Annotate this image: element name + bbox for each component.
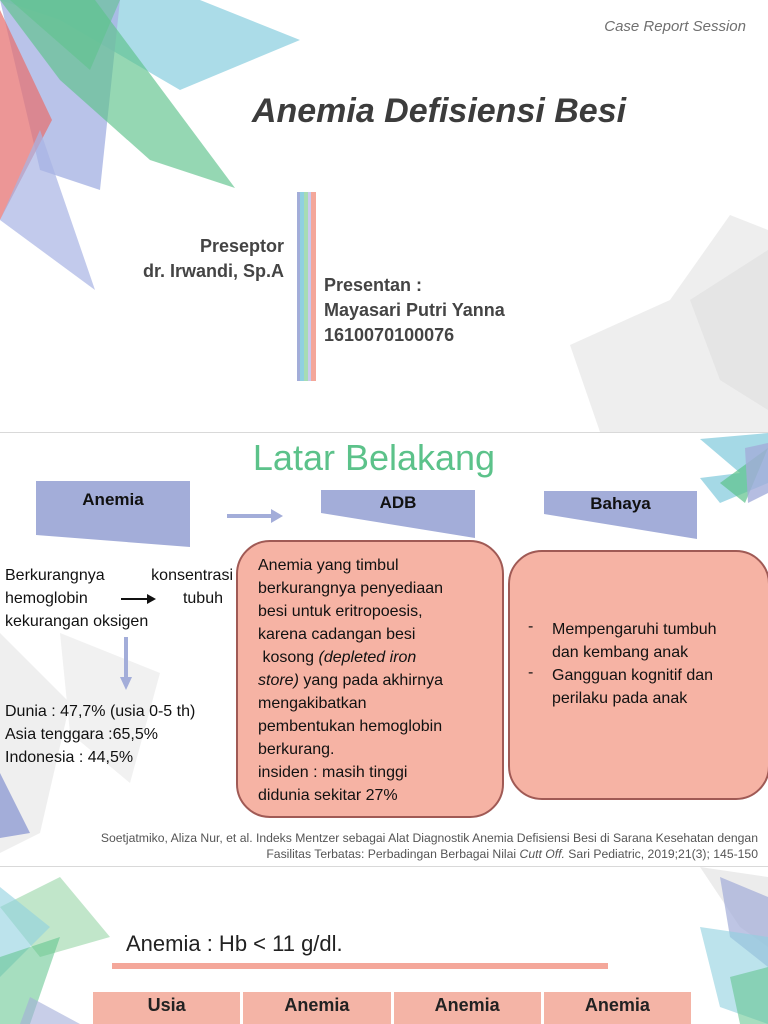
reference-line: Soetjatmiko, Aliza Nur, et al. Indeks Mentzer sebagai Alat Diagnostik Anemia Defisiensi Besi di Sarana Kesehatan dengan xyxy=(100,831,758,845)
bahaya-line: perilaku pada anak xyxy=(552,690,688,707)
table-header-cell: Anemia xyxy=(394,992,544,1024)
bahaya-line: dan kembang anak xyxy=(552,644,689,661)
bullet: - xyxy=(528,618,534,635)
adb-line: karena cadangan besi xyxy=(258,626,416,643)
reference-citation xyxy=(0,830,758,862)
reference-text: Fasilitas Terbatas: Perbadingan Berbagai Nilai xyxy=(266,847,520,861)
adb-line: didunia sekitar 27% xyxy=(258,787,398,804)
adb-line: berkurang. xyxy=(258,741,335,758)
adb-italic-text: store) xyxy=(258,672,299,689)
presentan-id: 1610070100076 xyxy=(324,325,455,345)
stat-indonesia: Indonesia : 44,5% xyxy=(5,749,134,766)
decorative-leaves xyxy=(0,0,768,432)
bullet: - xyxy=(528,664,534,681)
anemia-description xyxy=(5,564,233,633)
preseptor-name: dr. Irwandi, Sp.A xyxy=(142,261,284,281)
reference-italic: Cutt Off. xyxy=(519,847,565,861)
adb-text: yang pada akhirnya xyxy=(298,672,444,689)
anemia-desc-line xyxy=(5,587,233,610)
slide-title xyxy=(0,0,768,432)
arrow-down-icon xyxy=(119,637,133,691)
bahaya-list xyxy=(524,618,760,710)
slide-classification xyxy=(0,867,768,1024)
bahaya-item xyxy=(524,618,760,664)
classification-table-header xyxy=(93,992,691,1024)
table-header-cell: Anemia xyxy=(544,992,691,1024)
reference-line xyxy=(0,846,758,862)
presentation-title: Anemia Defisiensi Besi xyxy=(251,92,627,130)
anemia-definition: Anemia : Hb < 11 g/dl. xyxy=(126,931,343,956)
adb-text: kosong xyxy=(258,649,319,666)
underline-bar xyxy=(112,963,608,969)
arrow-right-icon xyxy=(227,507,285,525)
anemia-desc-line: Berkurangnya konsentrasi xyxy=(5,567,233,584)
anemia-desc-line: kekurangan oksigen xyxy=(5,613,149,630)
band-anemia-label: Anemia xyxy=(82,490,144,509)
bahaya-item xyxy=(524,664,760,710)
band-bahaya-label: Bahaya xyxy=(590,494,651,513)
section-title: Latar Belakang xyxy=(252,437,496,478)
prevalence-stats xyxy=(5,700,195,769)
divider-stripes xyxy=(297,192,316,381)
session-tag: Case Report Session xyxy=(604,18,746,35)
adb-line xyxy=(258,669,498,692)
anemia-desc-word: hemoglobin xyxy=(5,590,88,607)
adb-line: besi untuk eritropoesis, xyxy=(258,603,423,620)
bahaya-line: Mempengaruhi tumbuh xyxy=(552,621,717,638)
table-header-cell: Usia xyxy=(93,992,243,1024)
preseptor-block xyxy=(143,234,284,284)
adb-line: insiden : masih tinggi xyxy=(258,764,408,781)
presentan-block xyxy=(324,273,505,348)
stat-asia-tenggara: Asia tenggara :65,5% xyxy=(5,726,158,743)
anemia-desc-word: tubuh xyxy=(182,590,223,607)
band-adb-label: ADB xyxy=(379,493,417,512)
adb-definition-text xyxy=(258,554,498,807)
arrow-right-icon xyxy=(121,593,157,605)
bahaya-line: Gangguan kognitif dan xyxy=(552,667,714,684)
adb-line: pembentukan hemoglobin xyxy=(258,718,443,735)
stat-dunia: Dunia : 47,7% (usia 0-5 th) xyxy=(5,703,196,720)
adb-line: berkurangnya penyediaan xyxy=(258,580,444,597)
adb-line xyxy=(258,646,498,669)
presentan-label: Presentan : xyxy=(324,275,423,295)
reference-text: Sari Pediatric, 2019;21(3); 145-150 xyxy=(564,847,758,861)
slide-background xyxy=(0,433,768,866)
presentan-name: Mayasari Putri Yanna xyxy=(324,300,505,320)
adb-line: Anemia yang timbul xyxy=(258,557,399,574)
adb-italic-text: (depleted iron xyxy=(318,649,417,666)
preseptor-label: Preseptor xyxy=(199,236,284,256)
table-header-cell: Anemia xyxy=(243,992,393,1024)
adb-line: mengakibatkan xyxy=(258,695,367,712)
